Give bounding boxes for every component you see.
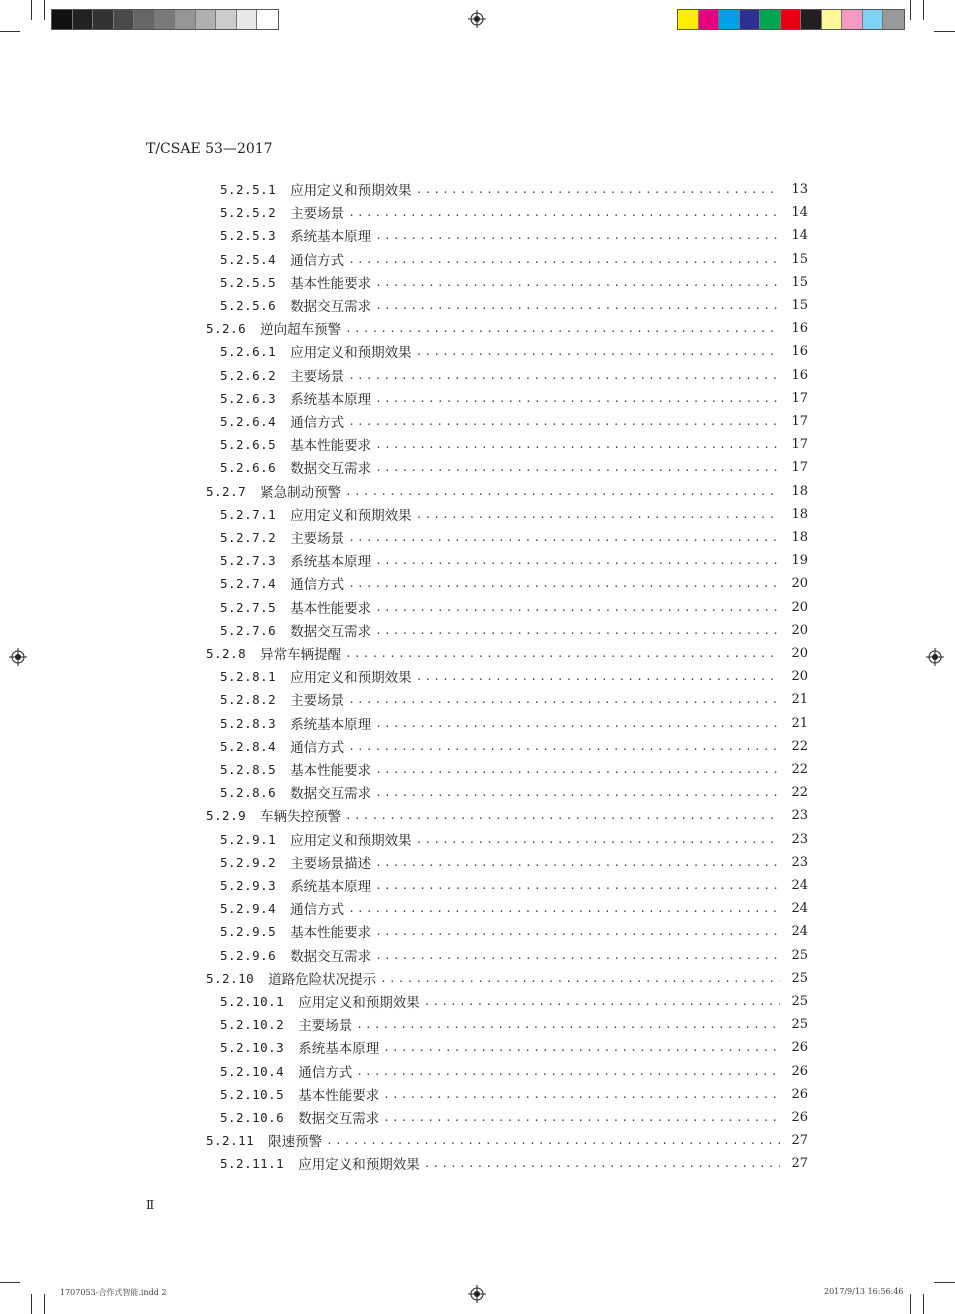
- toc-leader-dots: [345, 647, 780, 660]
- toc-entry-page: 15: [791, 297, 808, 313]
- toc-entry-number: 5.2.9.3: [220, 877, 277, 893]
- toc-entry-page: 25: [791, 970, 808, 986]
- toc-entry-title: 主要场景描述: [290, 856, 372, 872]
- toc-entry[interactable]: [220, 272, 808, 292]
- gray-swatch: [196, 10, 217, 29]
- toc-entry-title: 数据交互需求: [290, 461, 372, 477]
- toc-entry-number: 5.2.9.1: [220, 831, 277, 847]
- toc-entry-page: 25: [791, 993, 808, 1009]
- toc-leader-dots: [380, 972, 780, 985]
- toc-entry[interactable]: [220, 388, 808, 408]
- color-swatch: [842, 10, 863, 29]
- crop-mark-br-h: [934, 1282, 955, 1283]
- toc-entry-number: 5.2.6.6: [220, 459, 277, 475]
- crop-mark-bl-v: [31, 1294, 32, 1314]
- toc-leader-dots: [424, 1157, 780, 1170]
- gray-swatch: [52, 10, 73, 29]
- color-bar: [677, 9, 905, 30]
- toc-entry-number: 5.2.5.6: [220, 297, 277, 313]
- gray-swatch: [93, 10, 114, 29]
- toc-entry-number: 5.2.8.6: [220, 784, 277, 800]
- toc-entry[interactable]: [220, 852, 808, 872]
- toc-entry-page: 15: [791, 251, 808, 267]
- toc-entry-number: 5.2.10.3: [220, 1039, 285, 1055]
- toc-entry-page: 17: [791, 390, 808, 406]
- toc-leader-dots: [348, 902, 780, 915]
- toc-entry-page: 16: [791, 367, 808, 383]
- toc-entry[interactable]: [220, 829, 808, 849]
- toc-leader-dots: [345, 322, 780, 335]
- toc-entry[interactable]: [220, 249, 808, 269]
- toc-entry-number: 5.2.7.6: [220, 622, 277, 638]
- toc-entry[interactable]: [206, 318, 808, 338]
- toc-entry[interactable]: [220, 782, 808, 802]
- color-swatch: [781, 10, 802, 29]
- toc-entry[interactable]: [220, 295, 808, 315]
- toc-entry-title: 系统基本原理: [298, 1041, 380, 1057]
- toc-leader-dots: [326, 1134, 780, 1147]
- toc-entry-number: 5.2.10.4: [220, 1063, 285, 1079]
- toc-entry-number: 5.2.5.3: [220, 227, 277, 243]
- toc-entry-title: 系统基本原理: [290, 554, 372, 570]
- toc-leader-dots: [375, 392, 780, 405]
- bleed-mark-right-bottom: [910, 1294, 911, 1314]
- crop-mark-tl-h: [0, 31, 20, 32]
- toc-entry-page: 16: [791, 320, 808, 336]
- toc-entry-title: 逆向超车预警: [260, 322, 342, 338]
- registration-mark-right-icon: [926, 648, 944, 666]
- color-swatch: [863, 10, 884, 29]
- toc-entry-title: 异常车辆提醒: [260, 647, 342, 663]
- toc-entry-number: 5.2.7.2: [220, 529, 277, 545]
- toc-leader-dots: [375, 925, 780, 938]
- toc-leader-dots: [383, 1041, 780, 1054]
- toc-entry-page: 18: [791, 506, 808, 522]
- toc-entry-number: 5.2.6: [206, 320, 247, 336]
- toc-entry-number: 5.2.7: [206, 483, 247, 499]
- toc-entry-page: 24: [791, 900, 808, 916]
- toc-entry[interactable]: [220, 504, 808, 524]
- toc-entry[interactable]: [220, 341, 808, 361]
- toc-leader-dots: [375, 949, 780, 962]
- toc-entry[interactable]: [220, 921, 808, 941]
- toc-entry[interactable]: [206, 805, 808, 825]
- toc-entry-number: 5.2.9.2: [220, 854, 277, 870]
- toc-entry-number: 5.2.9.4: [220, 900, 277, 916]
- color-swatch: [719, 10, 740, 29]
- gray-swatch: [73, 10, 94, 29]
- toc-entry-page: 27: [791, 1132, 808, 1148]
- toc-entry-number: 5.2.8.1: [220, 668, 277, 684]
- color-swatch: [678, 10, 699, 29]
- toc-entry-title: 系统基本原理: [290, 879, 372, 895]
- toc-leader-dots: [345, 485, 780, 498]
- toc-entry-number: 5.2.6.1: [220, 343, 277, 359]
- toc-entry-number: 5.2.11.1: [220, 1155, 285, 1171]
- toc-entry[interactable]: [220, 759, 808, 779]
- toc-entry-page: 23: [791, 831, 808, 847]
- toc-entry[interactable]: [220, 434, 808, 454]
- crop-mark-tl-v: [31, 0, 32, 20]
- toc-entry-title: 通信方式: [290, 740, 345, 756]
- toc-entry-page: 20: [791, 599, 808, 615]
- toc-entry-title: 车辆失控预警: [260, 809, 342, 825]
- toc-entry[interactable]: [220, 1107, 808, 1127]
- toc-entry[interactable]: [220, 689, 808, 709]
- gray-swatch: [155, 10, 176, 29]
- toc-entry-number: 5.2.8.4: [220, 738, 277, 754]
- toc-entry-number: 5.2.7.3: [220, 552, 277, 568]
- toc-entry-number: 5.2.8.5: [220, 761, 277, 777]
- crop-mark-tr-v: [923, 0, 924, 20]
- toc-entry-title: 通信方式: [298, 1065, 353, 1081]
- toc-entry-page: 22: [791, 784, 808, 800]
- toc-entry-title: 系统基本原理: [290, 717, 372, 733]
- toc-entry[interactable]: [206, 1130, 808, 1150]
- toc-entry-page: 26: [791, 1086, 808, 1102]
- toc-entry-number: 5.2.9.5: [220, 923, 277, 939]
- toc-leader-dots: [375, 299, 780, 312]
- toc-entry-number: 5.2.7.5: [220, 599, 277, 615]
- toc-entry[interactable]: [220, 620, 808, 640]
- gray-swatch: [114, 10, 135, 29]
- bleed-mark-left: [44, 0, 45, 20]
- gray-swatch: [257, 10, 278, 29]
- toc-leader-dots: [416, 508, 780, 521]
- toc-entry-title: 主要场景: [290, 369, 345, 385]
- toc-entry-number: 5.2.10.5: [220, 1086, 285, 1102]
- toc-entry-page: 20: [791, 622, 808, 638]
- toc-entry-title: 紧急制动预警: [260, 485, 342, 501]
- toc-entry-title: 应用定义和预期效果: [290, 508, 412, 524]
- toc-entry[interactable]: [220, 898, 808, 918]
- toc-leader-dots: [348, 253, 780, 266]
- toc-entry[interactable]: [220, 202, 808, 222]
- toc-entry-page: 20: [791, 668, 808, 684]
- toc-entry-number: 5.2.11: [206, 1132, 255, 1148]
- toc-leader-dots: [375, 276, 780, 289]
- toc-entry-page: 26: [791, 1109, 808, 1125]
- toc-entry-number: 5.2.8.2: [220, 691, 277, 707]
- toc-entry-number: 5.2.6.5: [220, 436, 277, 452]
- toc-entry-title: 数据交互需求: [290, 786, 372, 802]
- toc-entry-number: 5.2.5.4: [220, 251, 277, 267]
- toc-entry-title: 通信方式: [290, 577, 345, 593]
- toc-entry-number: 5.2.9.6: [220, 947, 277, 963]
- page-number: Ⅱ: [146, 1198, 155, 1212]
- toc-entry-title: 道路危险状况提示: [268, 972, 377, 988]
- slug-timestamp: 2017/9/13 16:56:46: [824, 1287, 904, 1296]
- toc-entry-title: 应用定义和预期效果: [290, 345, 412, 361]
- toc-entry-page: 22: [791, 761, 808, 777]
- color-swatch: [801, 10, 822, 29]
- toc-entry-number: 5.2.10.2: [220, 1016, 285, 1032]
- toc-entry[interactable]: [220, 991, 808, 1011]
- toc-entry-page: 21: [791, 691, 808, 707]
- toc-entry[interactable]: [220, 666, 808, 686]
- toc-leader-dots: [375, 717, 780, 730]
- toc-entry-page: 16: [791, 343, 808, 359]
- toc-leader-dots: [356, 1065, 780, 1078]
- toc-entry[interactable]: [220, 945, 808, 965]
- toc-entry-page: 23: [791, 807, 808, 823]
- slug-filename: 1707053-合作式智能.indd 2: [60, 1288, 167, 1297]
- toc-entry[interactable]: [220, 550, 808, 570]
- toc-entry-page: 19: [791, 552, 808, 568]
- toc-entry-number: 5.2.7.1: [220, 506, 277, 522]
- toc-leader-dots: [375, 763, 780, 776]
- toc-entry-title: 应用定义和预期效果: [290, 183, 412, 199]
- crop-mark-tr-h: [934, 31, 955, 32]
- toc-entry[interactable]: [220, 713, 808, 733]
- toc-entry-title: 通信方式: [290, 902, 345, 918]
- toc-leader-dots: [348, 693, 780, 706]
- toc-entry-number: 5.2.6.2: [220, 367, 277, 383]
- toc-entry-page: 22: [791, 738, 808, 754]
- toc-entry-page: 20: [791, 645, 808, 661]
- color-swatch: [760, 10, 781, 29]
- toc-entry-title: 主要场景: [290, 206, 345, 222]
- toc-leader-dots: [416, 670, 780, 683]
- toc-leader-dots: [416, 183, 780, 196]
- toc-entry-number: 5.2.5.5: [220, 274, 277, 290]
- toc-entry-page: 27: [791, 1155, 808, 1171]
- toc-entry[interactable]: [220, 365, 808, 385]
- toc-entry-number: 5.2.10: [206, 970, 255, 986]
- toc-entry-page: 24: [791, 877, 808, 893]
- toc-entry[interactable]: [220, 597, 808, 617]
- toc-entry-page: 17: [791, 436, 808, 452]
- toc-leader-dots: [375, 229, 780, 242]
- toc-leader-dots: [348, 415, 780, 428]
- toc-entry[interactable]: [220, 1014, 808, 1034]
- toc-leader-dots: [375, 624, 780, 637]
- toc-entry-page: 14: [791, 227, 808, 243]
- toc-leader-dots: [375, 879, 780, 892]
- toc-entry-page: 23: [791, 854, 808, 870]
- toc-entry-title: 主要场景: [298, 1018, 353, 1034]
- toc-entry[interactable]: [220, 736, 808, 756]
- toc-entry[interactable]: [220, 1153, 808, 1173]
- toc-entry-title: 限速预警: [268, 1134, 323, 1150]
- toc-entry-title: 基本性能要求: [290, 601, 372, 617]
- registration-mark-bottom-icon: [468, 1285, 486, 1303]
- toc-leader-dots: [375, 856, 780, 869]
- toc-leader-dots: [375, 438, 780, 451]
- toc-entry-page: 14: [791, 204, 808, 220]
- bleed-mark-right: [910, 0, 911, 20]
- gray-swatch: [237, 10, 258, 29]
- toc-entry[interactable]: [220, 179, 808, 199]
- toc-leader-dots: [348, 577, 780, 590]
- toc-entry-title: 主要场景: [290, 531, 345, 547]
- toc-entry[interactable]: [220, 1037, 808, 1057]
- toc-entry-number: 5.2.9: [206, 807, 247, 823]
- color-swatch: [699, 10, 720, 29]
- color-swatch: [740, 10, 761, 29]
- toc-leader-dots: [375, 554, 780, 567]
- gray-swatch: [175, 10, 196, 29]
- toc-entry-title: 应用定义和预期效果: [298, 995, 420, 1011]
- toc-entry-title: 数据交互需求: [290, 624, 372, 640]
- grayscale-bar: [51, 9, 279, 30]
- toc-entry-title: 数据交互需求: [290, 949, 372, 965]
- gray-swatch: [134, 10, 155, 29]
- color-swatch: [883, 10, 904, 29]
- toc-entry-number: 5.2.10.6: [220, 1109, 285, 1125]
- crop-mark-br-v: [923, 1294, 924, 1314]
- toc-entry-title: 系统基本原理: [290, 392, 372, 408]
- toc-entry[interactable]: [220, 225, 808, 245]
- toc-entry-number: 5.2.6.4: [220, 413, 277, 429]
- toc-leader-dots: [348, 206, 780, 219]
- toc-entry-title: 基本性能要求: [290, 276, 372, 292]
- toc-entry-number: 5.2.5.2: [220, 204, 277, 220]
- toc-entry-page: 26: [791, 1063, 808, 1079]
- toc-leader-dots: [416, 833, 780, 846]
- toc-entry-title: 数据交互需求: [298, 1111, 380, 1127]
- toc-entry[interactable]: [206, 481, 808, 501]
- toc-entry[interactable]: [220, 1061, 808, 1081]
- toc-entry-title: 应用定义和预期效果: [290, 833, 412, 849]
- toc-entry-title: 应用定义和预期效果: [290, 670, 412, 686]
- toc-entry[interactable]: [220, 527, 808, 547]
- toc-entry-title: 基本性能要求: [290, 763, 372, 779]
- running-header: T/CSAE 53—2017: [146, 141, 273, 157]
- color-swatch: [822, 10, 843, 29]
- toc-entry[interactable]: [220, 573, 808, 593]
- toc-entry-title: 数据交互需求: [290, 299, 372, 315]
- toc-entry[interactable]: [206, 968, 808, 988]
- toc-leader-dots: [375, 601, 780, 614]
- toc-leader-dots: [383, 1111, 780, 1124]
- toc-entry-title: 基本性能要求: [298, 1088, 380, 1104]
- toc-leader-dots: [375, 786, 780, 799]
- toc-leader-dots: [383, 1088, 780, 1101]
- toc-entry-page: 17: [791, 413, 808, 429]
- toc-entry-title: 通信方式: [290, 415, 345, 431]
- toc-entry-page: 21: [791, 715, 808, 731]
- toc-entry[interactable]: [220, 875, 808, 895]
- toc-leader-dots: [345, 809, 780, 822]
- toc-entry-number: 5.2.6.3: [220, 390, 277, 406]
- toc-leader-dots: [416, 345, 780, 358]
- toc-entry-page: 18: [791, 483, 808, 499]
- toc-entry-title: 基本性能要求: [290, 438, 372, 454]
- toc-entry-number: 5.2.8.3: [220, 715, 277, 731]
- toc-entry-title: 通信方式: [290, 253, 345, 269]
- toc-entry-page: 15: [791, 274, 808, 290]
- gray-swatch: [216, 10, 237, 29]
- registration-mark-top-icon: [468, 10, 486, 28]
- toc-entry-title: 系统基本原理: [290, 229, 372, 245]
- toc-entry-number: 5.2.7.4: [220, 575, 277, 591]
- toc-entry-page: 25: [791, 1016, 808, 1032]
- toc-leader-dots: [348, 531, 780, 544]
- toc-entry-page: 18: [791, 529, 808, 545]
- toc-leader-dots: [375, 461, 780, 474]
- toc-entry[interactable]: [206, 643, 808, 663]
- registration-mark-left-icon: [9, 648, 27, 666]
- toc-entry-title: 主要场景: [290, 693, 345, 709]
- toc-entry[interactable]: [220, 411, 808, 431]
- toc-entry[interactable]: [220, 457, 808, 477]
- toc-leader-dots: [348, 740, 780, 753]
- toc-entry[interactable]: [220, 1084, 808, 1104]
- toc-entry-number: 5.2.8: [206, 645, 247, 661]
- toc-entry-page: 17: [791, 459, 808, 475]
- toc-entry-page: 20: [791, 575, 808, 591]
- toc-entry-page: 26: [791, 1039, 808, 1055]
- toc-entry-title: 应用定义和预期效果: [298, 1157, 420, 1173]
- toc-leader-dots: [356, 1018, 780, 1031]
- bleed-mark-left-bottom: [44, 1294, 45, 1314]
- crop-mark-bl-h: [0, 1282, 20, 1283]
- toc-leader-dots: [348, 369, 780, 382]
- toc-leader-dots: [424, 995, 780, 1008]
- toc-entry-page: 13: [791, 181, 808, 197]
- toc-entry-number: 5.2.5.1: [220, 181, 277, 197]
- toc-entry-page: 24: [791, 923, 808, 939]
- toc-entry-number: 5.2.10.1: [220, 993, 285, 1009]
- toc-entry-page: 25: [791, 947, 808, 963]
- toc-entry-title: 基本性能要求: [290, 925, 372, 941]
